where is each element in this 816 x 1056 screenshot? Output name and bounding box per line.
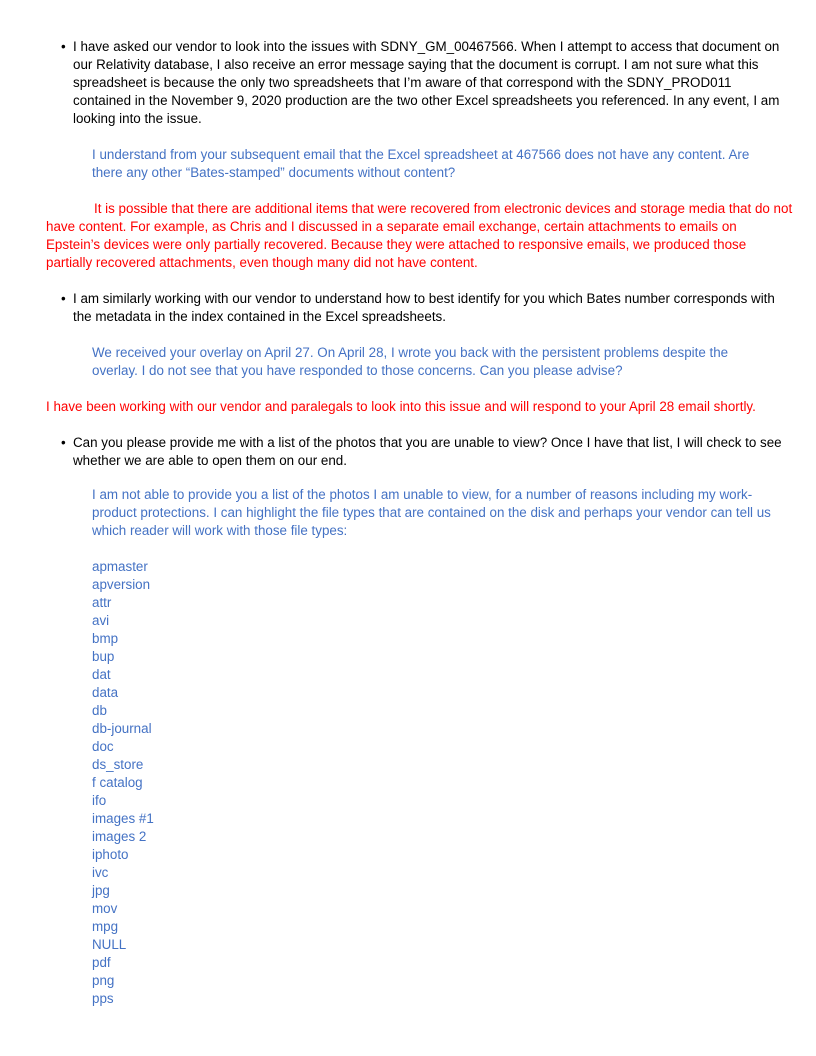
response-text: It is possible that there are additional items that were recovered from electronic devices and storage media that do not have content. For example, as Chris and I discussed in a separate email exchange, certain attachments to emails on Epstein’s devices were only partially recovered. Because they were attached to responsive emails, we produced those partially recovered attachments, even though many did not have content. [46,201,793,270]
file-type-item: f catalog [92,775,143,790]
list-item [48,38,788,128]
file-type-item: images 2 [92,829,147,844]
reply-paragraph: We received your overlay on April 27. On April 28, I wrote you back with the persistent problems despite the overlay. I do not see that you have responded to those concerns. Can you please advise? [92,345,729,378]
reply-paragraph: I understand from your subsequent email that the Excel spreadsheet at 467566 does not have any content. Are there any other “Bates-stamped” documents without content? [92,147,750,180]
file-type-item: bup [92,649,115,664]
response-paragraph [46,200,794,272]
file-type-item: NULL [92,937,127,952]
file-type-item: mov [92,901,118,916]
bullet-icon: • [61,291,66,306]
file-type-item: data [92,685,119,700]
list-item [48,290,788,326]
file-type-item: iphoto [92,847,129,862]
file-type-item: jpg [92,883,110,898]
file-type-item: db [92,703,107,718]
photos-list-paragraph: Can you please provide me with a list of the photos that you are unable to view? Once I have that list, I will check to see whether we are able to open them on our end. [73,435,782,468]
file-type-item: avi [92,613,110,628]
bates-number-paragraph: I am similarly working with our vendor to understand how to best identify for you which Bates number corresponds with the metadata in the index contained in the Excel spreadsheets. [73,291,775,324]
bullet-icon: • [61,39,66,54]
file-type-item: db-journal [92,721,152,736]
bullet-icon: • [61,435,66,450]
file-type-item: png [92,973,115,988]
reply-paragraph: I am not able to provide you a list of the photos I am unable to view, for a number of reasons including my work-product protections. I can highlight the file types that are contained on the disk and perhaps your vendor can tell us which reader will work with those file types: [92,487,771,538]
file-type-item: pps [92,991,114,1006]
file-type-item: apmaster [92,559,148,574]
file-type-item: attr [92,595,112,610]
file-type-item: ifo [92,793,107,808]
vendor-issue-paragraph: I have asked our vendor to look into the issues with SDNY_GM_00467566. When I attempt to access that document on our Relativity database, I also receive an error message saying that the document is corrupt. I am not sure what this spreadsheet is because the only two spreadsheets that I’m aware of that correspond with the SDNY_PROD011 contained in the November 9, 2020 production are the two other Excel spreadsheets you referenced. In any event, I am looking into the issue. [73,39,780,126]
file-type-item: ds_store [92,757,144,772]
file-type-item: mpg [92,919,119,934]
file-type-list [92,558,154,1008]
file-type-item: dat [92,667,111,682]
list-item [48,434,788,470]
file-type-item: bmp [92,631,119,646]
response-paragraph: I have been working with our vendor and paralegals to look into this issue and will respond to your April 28 email shortly. [46,399,756,414]
file-type-item: doc [92,739,114,754]
file-type-item: ivc [92,865,109,880]
file-type-item: images #1 [92,811,154,826]
file-type-item: apversion [92,577,151,592]
file-type-item: pdf [92,955,111,970]
